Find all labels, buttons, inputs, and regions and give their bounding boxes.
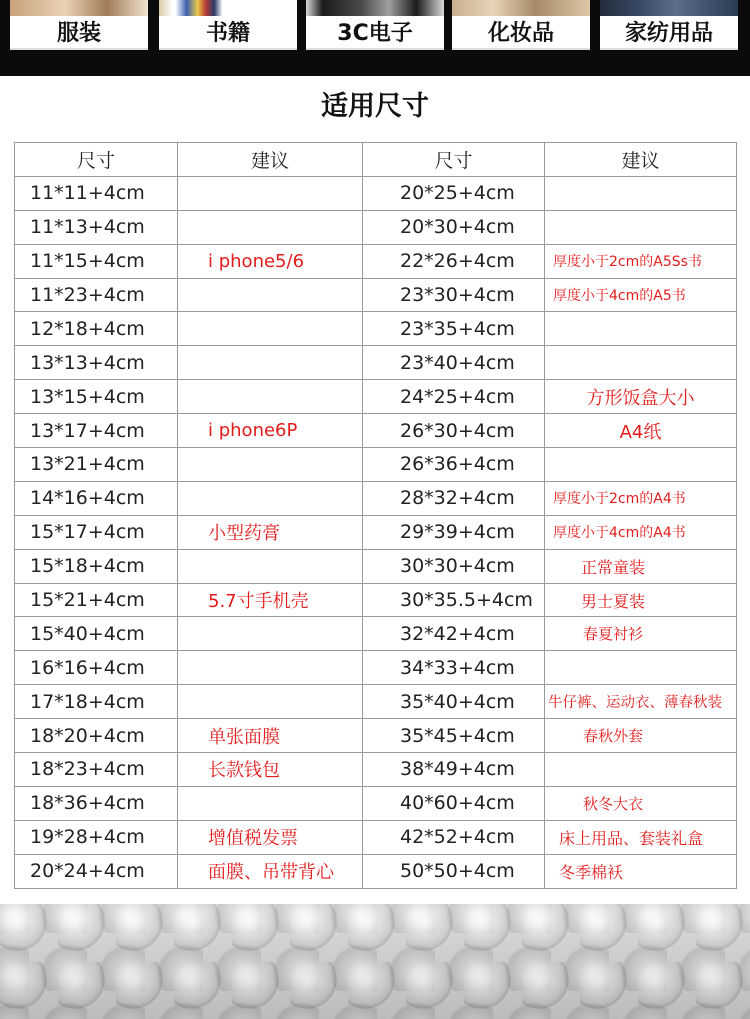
- size-cell: 30*30+4cm: [363, 549, 545, 583]
- size-cell: 23*35+4cm: [363, 312, 545, 346]
- table-row: [15, 244, 737, 278]
- bubble-wrap-photo: [0, 904, 750, 1019]
- column-header-suggestion: 建议: [545, 143, 737, 177]
- suggestion-cell: 厚度小于4cm的A5书: [545, 278, 737, 312]
- size-cell: 26*36+4cm: [363, 448, 545, 482]
- suggestion-cell: [545, 448, 737, 482]
- size-cell: 15*17+4cm: [15, 515, 178, 549]
- size-cell: 34*33+4cm: [363, 651, 545, 685]
- table-row: [15, 617, 737, 651]
- size-cell: 30*35.5+4cm: [363, 583, 545, 617]
- size-cell: 50*50+4cm: [363, 854, 545, 888]
- suggestion-cell: 面膜、吊带背心: [178, 854, 363, 888]
- size-cell: 13*15+4cm: [15, 380, 178, 414]
- size-cell: 22*26+4cm: [363, 244, 545, 278]
- size-cell: 32*42+4cm: [363, 617, 545, 651]
- category-photo: [10, 0, 148, 16]
- table-header-row: [15, 143, 737, 177]
- size-cell: 20*25+4cm: [363, 176, 545, 210]
- table-row: [15, 176, 737, 210]
- suggestion-cell: 床上用品、套装礼盒: [545, 820, 737, 854]
- size-cell: 12*18+4cm: [15, 312, 178, 346]
- table-row: [15, 278, 737, 312]
- suggestion-cell: 小型药膏: [178, 515, 363, 549]
- table-row: [15, 753, 737, 787]
- category-photo: [306, 0, 444, 16]
- size-cell: 23*40+4cm: [363, 346, 545, 380]
- size-cell: 15*18+4cm: [15, 549, 178, 583]
- category-card-books[interactable]: [159, 0, 297, 50]
- size-cell: 28*32+4cm: [363, 481, 545, 515]
- size-cell: 26*30+4cm: [363, 414, 545, 448]
- table-row: [15, 685, 737, 719]
- suggestion-cell: [178, 380, 363, 414]
- suggestion-cell: 单张面膜: [178, 719, 363, 753]
- size-table: [14, 142, 737, 889]
- suggestion-cell: [545, 346, 737, 380]
- table-row: [15, 515, 737, 549]
- suggestion-cell: 冬季棉袄: [545, 854, 737, 888]
- size-cell: 11*11+4cm: [15, 176, 178, 210]
- category-label: 化妆品: [452, 18, 590, 50]
- size-cell: 13*13+4cm: [15, 346, 178, 380]
- suggestion-cell: 厚度小于2cm的A4书: [545, 481, 737, 515]
- suggestion-cell: 5.7寸手机壳: [178, 583, 363, 617]
- size-cell: 38*49+4cm: [363, 753, 545, 787]
- suggestion-cell: 厚度小于2cm的A5Ss书: [545, 244, 737, 278]
- category-card-home-textiles[interactable]: [600, 0, 738, 50]
- suggestion-cell: [178, 278, 363, 312]
- suggestion-cell: i phone5/6: [178, 244, 363, 278]
- suggestion-cell: [178, 786, 363, 820]
- table-row: [15, 719, 737, 753]
- size-cell: 18*23+4cm: [15, 753, 178, 787]
- size-cell: 40*60+4cm: [363, 786, 545, 820]
- table-row: [15, 448, 737, 482]
- size-cell: 11*13+4cm: [15, 210, 178, 244]
- suggestion-cell: [178, 210, 363, 244]
- suggestion-cell: 春夏衬衫: [545, 617, 737, 651]
- suggestion-cell: [178, 549, 363, 583]
- size-cell: 35*40+4cm: [363, 685, 545, 719]
- suggestion-cell: 男士夏装: [545, 583, 737, 617]
- suggestion-cell: 正常童装: [545, 549, 737, 583]
- suggestion-cell: [178, 448, 363, 482]
- suggestion-cell: A4纸: [545, 414, 737, 448]
- suggestion-cell: [178, 346, 363, 380]
- suggestion-cell: [545, 753, 737, 787]
- suggestion-cell: 方形饭盒大小: [545, 380, 737, 414]
- suggestion-cell: [178, 685, 363, 719]
- table-row: [15, 854, 737, 888]
- category-banner: [0, 0, 750, 76]
- size-cell: 35*45+4cm: [363, 719, 545, 753]
- table-row: [15, 549, 737, 583]
- table-row: [15, 481, 737, 515]
- size-cell: 20*30+4cm: [363, 210, 545, 244]
- suggestion-cell: i phone6P: [178, 414, 363, 448]
- category-label: 家纺用品: [600, 18, 738, 50]
- size-cell: 24*25+4cm: [363, 380, 545, 414]
- table-row: [15, 210, 737, 244]
- size-cell: 42*52+4cm: [363, 820, 545, 854]
- category-photo: [452, 0, 590, 16]
- table-row: [15, 786, 737, 820]
- category-label: 服装: [10, 18, 148, 50]
- suggestion-cell: [545, 651, 737, 685]
- suggestion-cell: [545, 210, 737, 244]
- size-cell: 18*36+4cm: [15, 786, 178, 820]
- size-cell: 18*20+4cm: [15, 719, 178, 753]
- suggestion-cell: 厚度小于4cm的A4书: [545, 515, 737, 549]
- table-row: [15, 414, 737, 448]
- size-cell: 11*15+4cm: [15, 244, 178, 278]
- column-header-size: 尺寸: [363, 143, 545, 177]
- suggestion-cell: 春秋外套: [545, 719, 737, 753]
- suggestion-cell: [545, 312, 737, 346]
- table-row: [15, 312, 737, 346]
- size-cell: 13*17+4cm: [15, 414, 178, 448]
- page-title: 适用尺寸: [321, 91, 429, 122]
- table-row: [15, 583, 737, 617]
- table-row: [15, 820, 737, 854]
- size-cell: 17*18+4cm: [15, 685, 178, 719]
- suggestion-cell: [178, 617, 363, 651]
- suggestion-cell: 秋冬大衣: [545, 786, 737, 820]
- suggestion-cell: [545, 176, 737, 210]
- column-header-size: 尺寸: [15, 143, 178, 177]
- size-cell: 14*16+4cm: [15, 481, 178, 515]
- suggestion-cell: 长款钱包: [178, 753, 363, 787]
- category-label: 书籍: [159, 18, 297, 50]
- suggestion-cell: 牛仔裤、运动衣、薄春秋装: [545, 685, 737, 719]
- size-cell: 15*21+4cm: [15, 583, 178, 617]
- size-cell: 15*40+4cm: [15, 617, 178, 651]
- category-card-electronics[interactable]: [306, 0, 444, 50]
- suggestion-cell: [178, 312, 363, 346]
- suggestion-cell: [178, 651, 363, 685]
- category-card-cosmetics[interactable]: [452, 0, 590, 50]
- size-cell: 23*30+4cm: [363, 278, 545, 312]
- size-cell: 19*28+4cm: [15, 820, 178, 854]
- table-row: [15, 346, 737, 380]
- suggestion-cell: [178, 176, 363, 210]
- size-cell: 29*39+4cm: [363, 515, 545, 549]
- table-row: [15, 651, 737, 685]
- size-cell: 11*23+4cm: [15, 278, 178, 312]
- category-photo: [600, 0, 738, 16]
- category-card-clothing[interactable]: [10, 0, 148, 50]
- size-cell: 13*21+4cm: [15, 448, 178, 482]
- table-row: [15, 380, 737, 414]
- category-label: 3C电子: [306, 18, 444, 50]
- suggestion-cell: 增值税发票: [178, 820, 363, 854]
- suggestion-cell: [178, 481, 363, 515]
- size-cell: 20*24+4cm: [15, 854, 178, 888]
- size-cell: 16*16+4cm: [15, 651, 178, 685]
- column-header-suggestion: 建议: [178, 143, 363, 177]
- category-photo: [159, 0, 297, 16]
